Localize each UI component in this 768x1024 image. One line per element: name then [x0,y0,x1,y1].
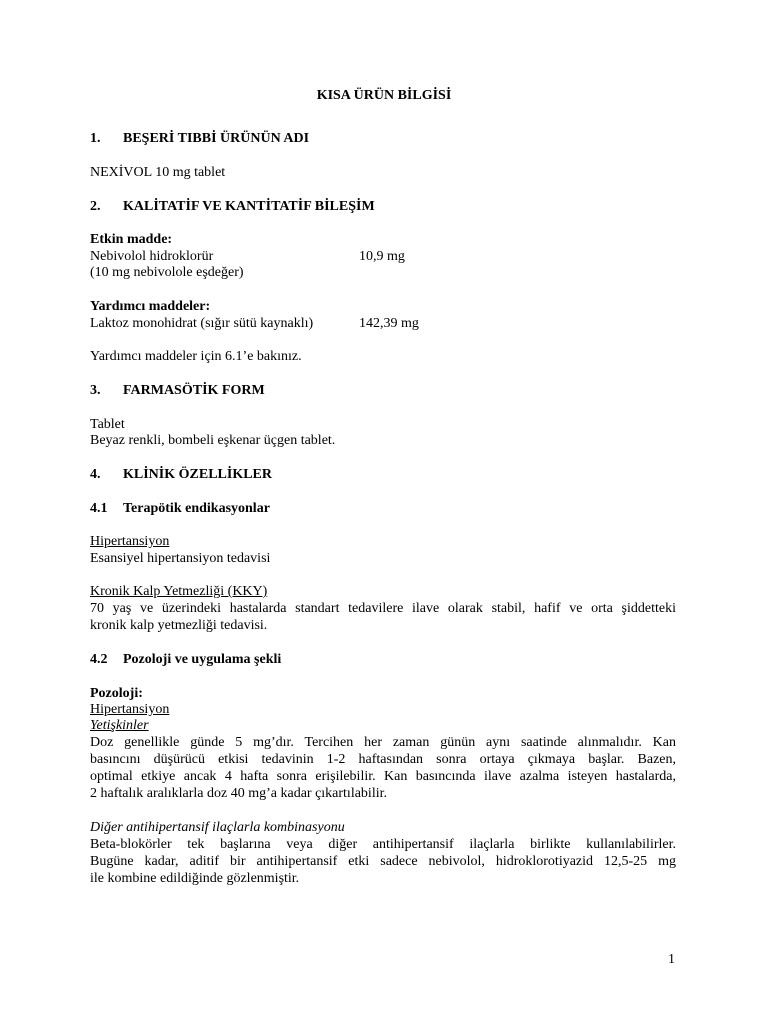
heart-failure-text-line-1: 70 yaş ve üzerindeki hastalarda standart tedavilere ilave olarak stabil, hafif ve orta şiddetteki [90,601,676,616]
adults-text-line-2: basıncını düşürücü etkisi tedavinin 1-2 haftasından sonra ortaya çıkmaya başlar. Bazen, [90,752,676,767]
posology-heading: Pozoloji: [90,686,143,701]
excipients-reference: Yardımcı maddeler için 6.1’e bakınız. [90,349,302,364]
adults-heading: Yetişkinler [90,718,149,733]
section-4-heading [90,466,272,483]
page-number: 1 [668,952,675,967]
section-3-heading [90,382,265,399]
section-4-1-heading [90,500,270,517]
active-substance-amount: 10,9 mg [359,249,405,264]
section-4-2-title: Pozoloji ve uygulama şekli [123,652,282,667]
section-2-number: 2. [90,199,101,214]
heart-failure-heading: Kronik Kalp Yetmezliği (KKY) [90,584,268,599]
section-4-title: KLİNİK ÖZELLİKLER [123,467,272,482]
pharmaceutical-form: Tablet [90,417,125,432]
section-4-number: 4. [90,467,101,482]
excipient-amount: 142,39 mg [359,316,419,331]
heart-failure-text-line-2: kronik kalp yetmezliği tedavisi. [90,618,268,633]
section-2-title: KALİTATİF VE KANTİTATİF BİLEŞİM [123,199,375,214]
section-4-1-number: 4.1 [90,501,108,516]
combination-text-line-2: Bugüne kadar, aditif bir antihipertansif etki sadece nebivolol, hidroklorotiyazid 12,5-25 mg [90,854,676,869]
adults-text-line-3: optimal etkiye ancak 4 hafta sonra erişilebilir. Kan basıncında ilave azalma isteyen hastalarda, [90,769,676,784]
adults-text-line-1: Doz genellikle günde 5 mg’dır. Tercihen her zaman günün aynı saatinde alınmalıdır. Kan [90,735,676,750]
section-3-title: FARMASÖTİK FORM [123,383,265,398]
section-2-heading [90,198,375,215]
hypertension-text: Esansiyel hipertansiyon tedavisi [90,551,271,566]
excipient-name: Laktoz monohidrat (sığır sütü kaynaklı) [90,316,314,331]
active-substance-equivalent: (10 mg nebivolole eşdeğer) [90,265,244,280]
document-title: KISA ÜRÜN BİLGİSİ [316,88,452,103]
active-substance-name: Nebivolol hidroklorür [90,249,214,264]
adults-text-line-4: 2 haftalık aralıklarla doz 40 mg’a kadar çıkartılabilir. [90,786,387,801]
active-substance-heading: Etkin madde: [90,232,173,247]
excipients-heading: Yardımcı maddeler: [90,299,211,314]
section-4-2-heading [90,651,281,668]
combination-heading: Diğer antihipertansif ilaçlarla kombinasyonu [90,820,345,835]
section-1-number: 1. [90,131,101,146]
section-4-2-number: 4.2 [90,652,108,667]
section-1-heading [90,130,309,147]
section-4-1-title: Terapötik endikasyonlar [123,501,270,516]
hypertension-heading: Hipertansiyon [90,534,170,549]
section-3-number: 3. [90,383,101,398]
section-1-title: BEŞERİ TIBBİ ÜRÜNÜN ADI [123,131,310,146]
combination-text-line-3: ile kombine edildiğinde gözlenmiştir. [90,871,300,886]
pharmaceutical-form-description: Beyaz renkli, bombeli eşkenar üçgen tablet. [90,433,336,448]
product-name: NEXİVOL 10 mg tablet [90,165,226,180]
combination-text-line-1: Beta-blokörler tek başlarına veya diğer antihipertansif ilaçlarla birlikte kullanılabilirler. [90,837,676,852]
posology-hypertension-heading: Hipertansiyon [90,702,170,717]
